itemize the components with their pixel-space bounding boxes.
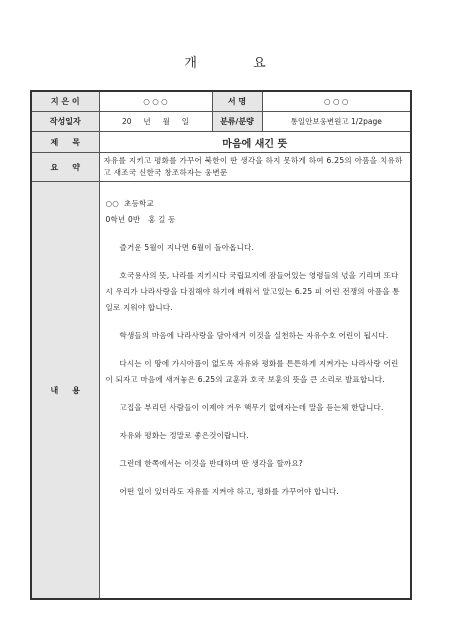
author-label: 지 은 이 [31, 91, 99, 112]
category-label: 분류/분량 [212, 112, 262, 132]
signature-value: ○ ○ ○ [262, 91, 411, 112]
date-value: 20 년 월 일 [99, 112, 212, 132]
student-line: 0학년 0반 홍 길 동 [105, 215, 176, 224]
paragraph-6: 자유와 평화는 정말로 좋은것이랍니다. [119, 431, 249, 440]
subject-value: 마음에 새긴 뜻 [99, 132, 411, 153]
content-label: 내 용 [31, 182, 99, 600]
summary-form-table [30, 90, 412, 600]
subject-label: 제 목 [31, 132, 99, 153]
paragraph-2: 호국용사의 뜻, 나라를 지키시다 국립묘지에 잠들어있는 영령들의 넋을 기리며 또다시 우리가 나라사랑을 다짐해야 하기에 배워서 알고있는 6.25 피 어린 전쟁의 아픔을 통일로 지워야 합니다. [105, 271, 400, 312]
paragraph-3: 학생들의 마음에 나라사랑을 담아새겨 이것을 실천하는 자유수호 어린이 됩시다. [119, 331, 389, 340]
paragraph-1: 즐거운 5월이 지나면 6월이 돌아옵니다. [119, 243, 255, 252]
paragraph-7: 그런데 한쪽에서는 이것을 반대하며 딴 생각을 할까요? [119, 459, 303, 468]
signature-label: 서 명 [212, 91, 262, 112]
school-line: ○○ 초등학교 [105, 199, 154, 208]
content-body [99, 182, 411, 600]
category-value: 통일안보웅변원고 1/2page [262, 112, 411, 132]
summary-label: 요 약 [31, 153, 99, 182]
author-value: ○ ○ ○ [99, 91, 212, 112]
summary-value: 자유를 지키고 평화를 가꾸어 북한이 딴 생각을 하지 못하게 하여 6.25의 아픔을 치유하고 새조국 신한국 창조하자는 웅변문 [99, 153, 411, 182]
paragraph-4: 다시는 이 땅에 가시아픔이 없도록 자유와 평화를 튼튼하게 지켜가는 나라사랑 어린이 되자고 마음에 새겨놓은 6.25의 교훈과 호국 보훈의 뜻을 큰 소리로 발표합니다. [105, 359, 399, 384]
paragraph-8: 어떤 일이 있더라도 자유를 지켜야 하고, 평화를 가꾸어야 합니다. [119, 487, 339, 496]
document-title: 개 요 [184, 56, 292, 71]
paragraph-5: 고집을 부리던 사람들이 이제야 겨우 핵무기 없애자는데 말을 듣는체 한답니다. [119, 403, 384, 412]
date-label: 작성일자 [31, 112, 99, 132]
